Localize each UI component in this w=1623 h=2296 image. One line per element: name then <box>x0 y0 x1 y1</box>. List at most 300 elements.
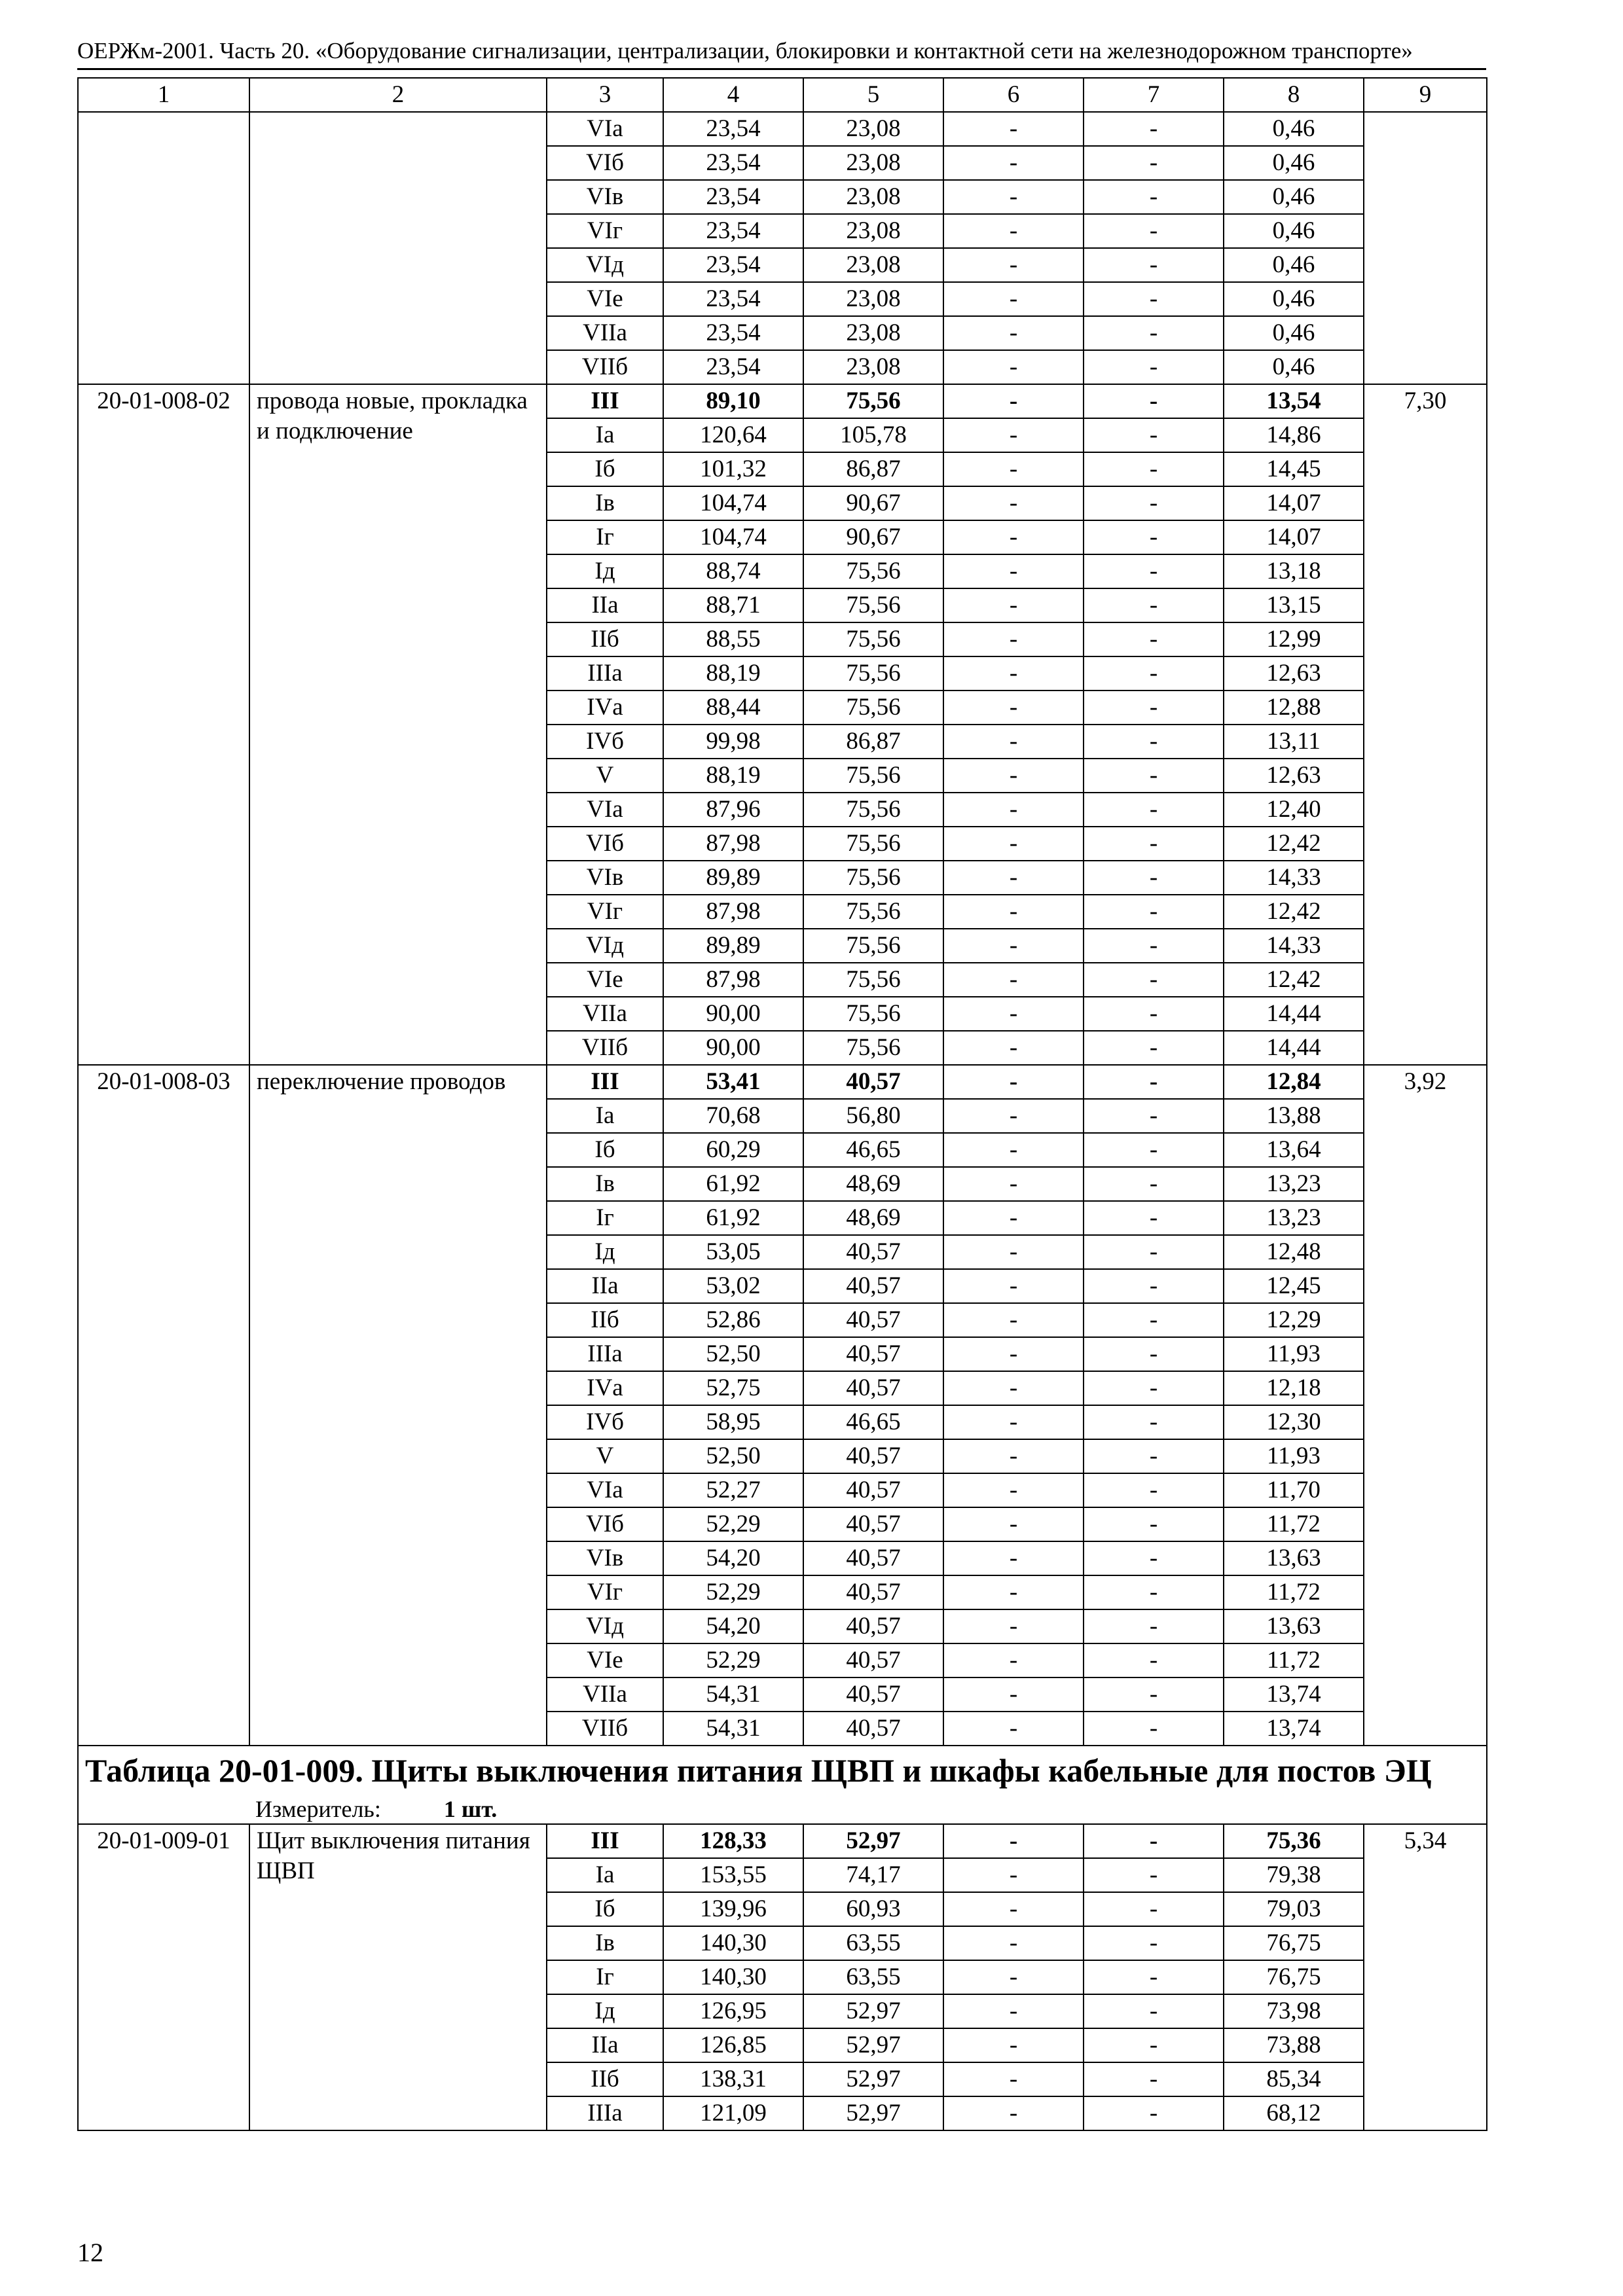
cell-col-4: 52,50 <box>663 1439 803 1473</box>
cell-col-6: - <box>943 861 1084 895</box>
cell-col-5: 75,56 <box>803 656 943 691</box>
cell-col-8: 12,18 <box>1224 1371 1364 1405</box>
cell-col-4: 140,30 <box>663 1960 803 1994</box>
cell-col-5: 40,57 <box>803 1575 943 1609</box>
cell-col-6: - <box>943 452 1084 486</box>
cell-col-5: 75,56 <box>803 895 943 929</box>
cell-col-3: VIIб <box>547 1712 663 1746</box>
cell-col-8: 12,99 <box>1224 622 1364 656</box>
cell-col-6: - <box>943 214 1084 248</box>
cell-col-6: - <box>943 418 1084 452</box>
cell-col-3: IIIа <box>547 656 663 691</box>
cell-col-4: 23,54 <box>663 316 803 350</box>
cell-col-3: VIе <box>547 1643 663 1677</box>
cell-col-7: - <box>1084 1303 1224 1337</box>
cell-col-5: 40,57 <box>803 1269 943 1303</box>
cell-col-8: 11,93 <box>1224 1337 1364 1371</box>
cell-col-8: 13,11 <box>1224 725 1364 759</box>
cell-col-5: 75,56 <box>803 929 943 963</box>
cell-col-8: 13,88 <box>1224 1099 1364 1133</box>
cell-col-4: 104,74 <box>663 486 803 520</box>
column-number: 6 <box>943 78 1084 112</box>
cell-col-4: 121,09 <box>663 2096 803 2130</box>
cell-col-6: - <box>943 520 1084 554</box>
cell-col-3: IVб <box>547 1405 663 1439</box>
cell-col-7: - <box>1084 1541 1224 1575</box>
cell-col-3: Iд <box>547 1235 663 1269</box>
cell-col-4: 53,41 <box>663 1065 803 1099</box>
column-number: 4 <box>663 78 803 112</box>
cell-col-6: - <box>943 622 1084 656</box>
cell-col-8: 75,36 <box>1224 1824 1364 1858</box>
cell-col-7: - <box>1084 929 1224 963</box>
cell-col-9 <box>1364 112 1487 384</box>
measure-row <box>78 1795 1487 1824</box>
cell-col-5: 23,08 <box>803 282 943 316</box>
resource-description: провода новые, прокладка и подключение <box>249 384 547 1065</box>
cell-col-8: 11,72 <box>1224 1643 1364 1677</box>
price-table <box>77 77 1487 2131</box>
cell-col-8: 13,74 <box>1224 1712 1364 1746</box>
cell-col-8: 11,93 <box>1224 1439 1364 1473</box>
cell-col-3: VIв <box>547 1541 663 1575</box>
cell-col-3: VIб <box>547 827 663 861</box>
cell-col-4: 52,29 <box>663 1643 803 1677</box>
cell-col-7: - <box>1084 1031 1224 1065</box>
cell-col-5: 75,56 <box>803 1031 943 1065</box>
cell-col-7: - <box>1084 1926 1224 1960</box>
cell-col-5: 90,67 <box>803 486 943 520</box>
cell-col-7: - <box>1084 1439 1224 1473</box>
cell-col-6: - <box>943 1643 1084 1677</box>
cell-col-4: 52,50 <box>663 1337 803 1371</box>
cell-col-4: 23,54 <box>663 282 803 316</box>
cell-col-3: VIв <box>547 861 663 895</box>
cell-col-3: Iг <box>547 1201 663 1235</box>
cell-col-7: - <box>1084 1507 1224 1541</box>
cell-col-9: 7,30 <box>1364 384 1487 1065</box>
cell-col-7: - <box>1084 1643 1224 1677</box>
cell-col-5: 63,55 <box>803 1926 943 1960</box>
cell-col-6: - <box>943 248 1084 282</box>
cell-col-3: IIб <box>547 2062 663 2096</box>
cell-col-6: - <box>943 1099 1084 1133</box>
cell-col-6: - <box>943 2062 1084 2096</box>
cell-col-4: 88,19 <box>663 656 803 691</box>
cell-col-5: 40,57 <box>803 1337 943 1371</box>
cell-col-7: - <box>1084 1065 1224 1099</box>
cell-col-8: 73,88 <box>1224 2028 1364 2062</box>
table-row <box>78 1824 1487 1858</box>
cell-col-3: VIд <box>547 248 663 282</box>
cell-col-5: 23,08 <box>803 180 943 214</box>
running-header: ОЕРЖм-2001. Часть 20. «Оборудование сигнализации, централизации, блокировки и контактной сети на железнодорожном транспорте» <box>77 38 1413 63</box>
cell-col-3: Iа <box>547 1858 663 1892</box>
cell-col-9: 5,34 <box>1364 1824 1487 2130</box>
cell-col-6: - <box>943 827 1084 861</box>
cell-col-4: 52,86 <box>663 1303 803 1337</box>
cell-col-6: - <box>943 1133 1084 1167</box>
cell-col-4: 126,95 <box>663 1994 803 2028</box>
cell-col-4: 70,68 <box>663 1099 803 1133</box>
cell-col-7: - <box>1084 452 1224 486</box>
cell-col-7: - <box>1084 2062 1224 2096</box>
cell-col-5: 40,57 <box>803 1712 943 1746</box>
cell-col-7: - <box>1084 1269 1224 1303</box>
cell-col-5: 52,97 <box>803 1824 943 1858</box>
cell-col-7: - <box>1084 418 1224 452</box>
cell-col-6: - <box>943 2028 1084 2062</box>
cell-col-3: Iв <box>547 1926 663 1960</box>
cell-col-3: Iб <box>547 1133 663 1167</box>
cell-col-8: 79,38 <box>1224 1858 1364 1892</box>
cell-col-4: 139,96 <box>663 1892 803 1926</box>
cell-col-8: 12,42 <box>1224 827 1364 861</box>
cell-col-4: 60,29 <box>663 1133 803 1167</box>
cell-col-8: 14,45 <box>1224 452 1364 486</box>
cell-col-4: 88,71 <box>663 588 803 622</box>
cell-col-4: 128,33 <box>663 1824 803 1858</box>
cell-col-7: - <box>1084 1994 1224 2028</box>
cell-col-7: - <box>1084 1824 1224 1858</box>
cell-col-7: - <box>1084 1371 1224 1405</box>
cell-col-5: 40,57 <box>803 1439 943 1473</box>
cell-col-5: 23,08 <box>803 146 943 180</box>
cell-col-5: 23,08 <box>803 350 943 384</box>
cell-col-3: IIIа <box>547 2096 663 2130</box>
cell-col-8: 14,44 <box>1224 1031 1364 1065</box>
cell-col-4: 88,55 <box>663 622 803 656</box>
measure-label: Измеритель: <box>255 1796 381 1822</box>
cell-col-3: VIв <box>547 180 663 214</box>
header-rule <box>77 68 1486 70</box>
cell-col-4: 54,20 <box>663 1541 803 1575</box>
cell-col-5: 48,69 <box>803 1201 943 1235</box>
cell-col-5: 23,08 <box>803 112 943 146</box>
cell-col-3: VIIа <box>547 1677 663 1712</box>
cell-col-7: - <box>1084 214 1224 248</box>
cell-col-6: - <box>943 895 1084 929</box>
cell-col-5: 60,93 <box>803 1892 943 1926</box>
cell-col-7: - <box>1084 1133 1224 1167</box>
cell-col-6: - <box>943 1677 1084 1712</box>
cell-col-6: - <box>943 2096 1084 2130</box>
cell-col-8: 12,45 <box>1224 1269 1364 1303</box>
cell-col-3: VIIб <box>547 350 663 384</box>
cell-col-8: 0,46 <box>1224 214 1364 248</box>
cell-col-6: - <box>943 1541 1084 1575</box>
resource-description <box>249 112 547 384</box>
cell-col-3: VIIб <box>547 1031 663 1065</box>
cell-col-4: 61,92 <box>663 1201 803 1235</box>
cell-col-4: 99,98 <box>663 725 803 759</box>
cell-col-7: - <box>1084 554 1224 588</box>
cell-col-4: 101,32 <box>663 452 803 486</box>
cell-col-5: 52,97 <box>803 2028 943 2062</box>
cell-col-8: 79,03 <box>1224 1892 1364 1926</box>
cell-col-8: 12,48 <box>1224 1235 1364 1269</box>
measure-value: 1 шт. <box>443 1796 498 1822</box>
cell-col-8: 14,33 <box>1224 861 1364 895</box>
cell-col-5: 86,87 <box>803 452 943 486</box>
cell-col-3: Iг <box>547 1960 663 1994</box>
cell-col-4: 140,30 <box>663 1926 803 1960</box>
cell-col-7: - <box>1084 112 1224 146</box>
table-title: Таблица 20-01-009. Щиты выключения питания ЩВП и шкафы кабельные для постов ЭЦ <box>78 1746 1487 1795</box>
cell-col-5: 46,65 <box>803 1133 943 1167</box>
cell-col-7: - <box>1084 1167 1224 1201</box>
cell-col-6: - <box>943 180 1084 214</box>
cell-col-3: VIг <box>547 214 663 248</box>
cell-col-5: 40,57 <box>803 1677 943 1712</box>
cell-col-8: 14,07 <box>1224 486 1364 520</box>
cell-col-4: 52,29 <box>663 1507 803 1541</box>
cell-col-8: 12,42 <box>1224 895 1364 929</box>
cell-col-4: 54,31 <box>663 1677 803 1712</box>
column-number: 3 <box>547 78 663 112</box>
cell-col-3: IIа <box>547 2028 663 2062</box>
cell-col-6: - <box>943 486 1084 520</box>
cell-col-5: 40,57 <box>803 1065 943 1099</box>
cell-col-7: - <box>1084 691 1224 725</box>
cell-col-3: VIг <box>547 1575 663 1609</box>
cell-col-6: - <box>943 725 1084 759</box>
cell-col-4: 54,31 <box>663 1712 803 1746</box>
cell-col-7: - <box>1084 895 1224 929</box>
cell-col-7: - <box>1084 2028 1224 2062</box>
cell-col-8: 13,15 <box>1224 588 1364 622</box>
cell-col-3: Iв <box>547 1167 663 1201</box>
cell-col-8: 13,54 <box>1224 384 1364 418</box>
cell-col-7: - <box>1084 656 1224 691</box>
cell-col-5: 40,57 <box>803 1643 943 1677</box>
column-number: 2 <box>249 78 547 112</box>
cell-col-5: 75,56 <box>803 588 943 622</box>
cell-col-5: 56,80 <box>803 1099 943 1133</box>
cell-col-4: 126,85 <box>663 2028 803 2062</box>
cell-col-6: - <box>943 1405 1084 1439</box>
cell-col-7: - <box>1084 486 1224 520</box>
cell-col-3: IVа <box>547 1371 663 1405</box>
cell-col-3: VIг <box>547 895 663 929</box>
cell-col-6: - <box>943 963 1084 997</box>
cell-col-3: Iб <box>547 1892 663 1926</box>
cell-col-6: - <box>943 282 1084 316</box>
cell-col-6: - <box>943 1892 1084 1926</box>
cell-col-8: 12,84 <box>1224 1065 1364 1099</box>
cell-col-8: 13,64 <box>1224 1133 1364 1167</box>
cell-col-4: 58,95 <box>663 1405 803 1439</box>
cell-col-8: 14,33 <box>1224 929 1364 963</box>
cell-col-5: 105,78 <box>803 418 943 452</box>
cell-col-3: Iа <box>547 1099 663 1133</box>
cell-col-5: 75,56 <box>803 384 943 418</box>
cell-col-4: 104,74 <box>663 520 803 554</box>
cell-col-3: Iд <box>547 554 663 588</box>
cell-col-8: 0,46 <box>1224 316 1364 350</box>
cell-col-7: - <box>1084 350 1224 384</box>
table-row <box>78 384 1487 418</box>
cell-col-3: VIд <box>547 1609 663 1643</box>
cell-col-7: - <box>1084 588 1224 622</box>
cell-col-7: - <box>1084 861 1224 895</box>
cell-col-3: VIб <box>547 1507 663 1541</box>
cell-col-8: 11,72 <box>1224 1507 1364 1541</box>
cell-col-8: 13,63 <box>1224 1609 1364 1643</box>
cell-col-6: - <box>943 1960 1084 1994</box>
cell-col-5: 23,08 <box>803 214 943 248</box>
cell-col-8: 68,12 <box>1224 2096 1364 2130</box>
cell-col-4: 87,98 <box>663 963 803 997</box>
cell-col-6: - <box>943 1609 1084 1643</box>
cell-col-3: Iа <box>547 418 663 452</box>
cell-col-6: - <box>943 554 1084 588</box>
cell-col-3: VIIа <box>547 316 663 350</box>
cell-col-5: 48,69 <box>803 1167 943 1201</box>
cell-col-7: - <box>1084 759 1224 793</box>
cell-col-3: VIа <box>547 112 663 146</box>
cell-col-8: 12,30 <box>1224 1405 1364 1439</box>
cell-col-8: 76,75 <box>1224 1926 1364 1960</box>
table-title-row <box>78 1746 1487 1795</box>
cell-col-7: - <box>1084 384 1224 418</box>
cell-col-4: 87,96 <box>663 793 803 827</box>
cell-col-8: 14,86 <box>1224 418 1364 452</box>
cell-col-5: 40,57 <box>803 1609 943 1643</box>
resource-description: переключение проводов <box>249 1065 547 1746</box>
cell-col-6: - <box>943 146 1084 180</box>
cell-col-5: 75,56 <box>803 997 943 1031</box>
cell-col-7: - <box>1084 793 1224 827</box>
cell-col-6: - <box>943 1065 1084 1099</box>
cell-col-5: 52,97 <box>803 2096 943 2130</box>
cell-col-5: 90,67 <box>803 520 943 554</box>
cell-col-6: - <box>943 1337 1084 1371</box>
cell-col-7: - <box>1084 1677 1224 1712</box>
cell-col-4: 87,98 <box>663 827 803 861</box>
cell-col-7: - <box>1084 1201 1224 1235</box>
cell-col-5: 75,56 <box>803 554 943 588</box>
cell-col-8: 14,07 <box>1224 520 1364 554</box>
cell-col-7: - <box>1084 180 1224 214</box>
cell-col-3: VIIа <box>547 997 663 1031</box>
cell-col-6: - <box>943 1235 1084 1269</box>
cell-col-7: - <box>1084 1099 1224 1133</box>
cell-col-4: 88,19 <box>663 759 803 793</box>
cell-col-7: - <box>1084 1858 1224 1892</box>
cell-col-8: 85,34 <box>1224 2062 1364 2096</box>
cell-col-7: - <box>1084 725 1224 759</box>
cell-col-3: Iв <box>547 486 663 520</box>
cell-col-4: 87,98 <box>663 895 803 929</box>
cell-col-4: 61,92 <box>663 1167 803 1201</box>
cell-col-5: 40,57 <box>803 1507 943 1541</box>
cell-col-6: - <box>943 1473 1084 1507</box>
cell-col-7: - <box>1084 520 1224 554</box>
column-number: 1 <box>78 78 249 112</box>
cell-col-8: 0,46 <box>1224 350 1364 384</box>
cell-col-6: - <box>943 1507 1084 1541</box>
cell-col-3: VIа <box>547 793 663 827</box>
cell-col-5: 75,56 <box>803 793 943 827</box>
cell-col-4: 138,31 <box>663 2062 803 2096</box>
cell-col-3: III <box>547 1065 663 1099</box>
table-row <box>78 1065 1487 1099</box>
cell-col-5: 75,56 <box>803 861 943 895</box>
cell-col-8: 73,98 <box>1224 1994 1364 2028</box>
cell-col-5: 40,57 <box>803 1541 943 1575</box>
cell-col-6: - <box>943 1167 1084 1201</box>
cell-col-6: - <box>943 656 1084 691</box>
cell-col-8: 13,23 <box>1224 1167 1364 1201</box>
cell-col-3: Iг <box>547 520 663 554</box>
cell-col-3: VIа <box>547 1473 663 1507</box>
cell-col-4: 53,02 <box>663 1269 803 1303</box>
cell-col-5: 75,56 <box>803 691 943 725</box>
cell-col-5: 75,56 <box>803 759 943 793</box>
cell-col-7: - <box>1084 282 1224 316</box>
cell-col-3: Iб <box>547 452 663 486</box>
cell-col-3: IIа <box>547 1269 663 1303</box>
cell-col-6: - <box>943 112 1084 146</box>
cell-col-8: 12,63 <box>1224 759 1364 793</box>
cell-col-4: 90,00 <box>663 1031 803 1065</box>
column-number: 8 <box>1224 78 1364 112</box>
cell-col-4: 23,54 <box>663 350 803 384</box>
cell-col-8: 0,46 <box>1224 112 1364 146</box>
cell-col-4: 120,64 <box>663 418 803 452</box>
cell-col-5: 23,08 <box>803 316 943 350</box>
cell-col-3: IVа <box>547 691 663 725</box>
cell-col-4: 52,75 <box>663 1371 803 1405</box>
cell-col-8: 12,42 <box>1224 963 1364 997</box>
cell-col-3: VIб <box>547 146 663 180</box>
cell-col-4: 23,54 <box>663 214 803 248</box>
resource-description: Щит выключения питания ЩВП <box>249 1824 547 2130</box>
column-number: 9 <box>1364 78 1487 112</box>
cell-col-5: 75,56 <box>803 622 943 656</box>
cell-col-8: 14,44 <box>1224 997 1364 1031</box>
cell-col-4: 89,89 <box>663 861 803 895</box>
cell-col-7: - <box>1084 1712 1224 1746</box>
cell-col-4: 53,05 <box>663 1235 803 1269</box>
column-number-row <box>78 78 1487 112</box>
cell-col-7: - <box>1084 827 1224 861</box>
cell-col-5: 74,17 <box>803 1858 943 1892</box>
cell-col-5: 75,56 <box>803 963 943 997</box>
cell-col-3: VIе <box>547 282 663 316</box>
cell-col-4: 54,20 <box>663 1609 803 1643</box>
resource-code: 20-01-008-02 <box>78 384 249 1065</box>
cell-col-9: 3,92 <box>1364 1065 1487 1746</box>
cell-col-8: 0,46 <box>1224 180 1364 214</box>
cell-col-4: 88,44 <box>663 691 803 725</box>
cell-col-5: 40,57 <box>803 1473 943 1507</box>
cell-col-5: 86,87 <box>803 725 943 759</box>
cell-col-5: 52,97 <box>803 1994 943 2028</box>
cell-col-6: - <box>943 1575 1084 1609</box>
cell-col-4: 23,54 <box>663 248 803 282</box>
cell-col-3: V <box>547 1439 663 1473</box>
cell-col-6: - <box>943 1269 1084 1303</box>
table-row <box>78 112 1487 146</box>
cell-col-7: - <box>1084 1473 1224 1507</box>
cell-col-5: 75,56 <box>803 827 943 861</box>
cell-col-6: - <box>943 1926 1084 1960</box>
cell-col-5: 23,08 <box>803 248 943 282</box>
cell-col-8: 12,63 <box>1224 656 1364 691</box>
cell-col-6: - <box>943 1994 1084 2028</box>
